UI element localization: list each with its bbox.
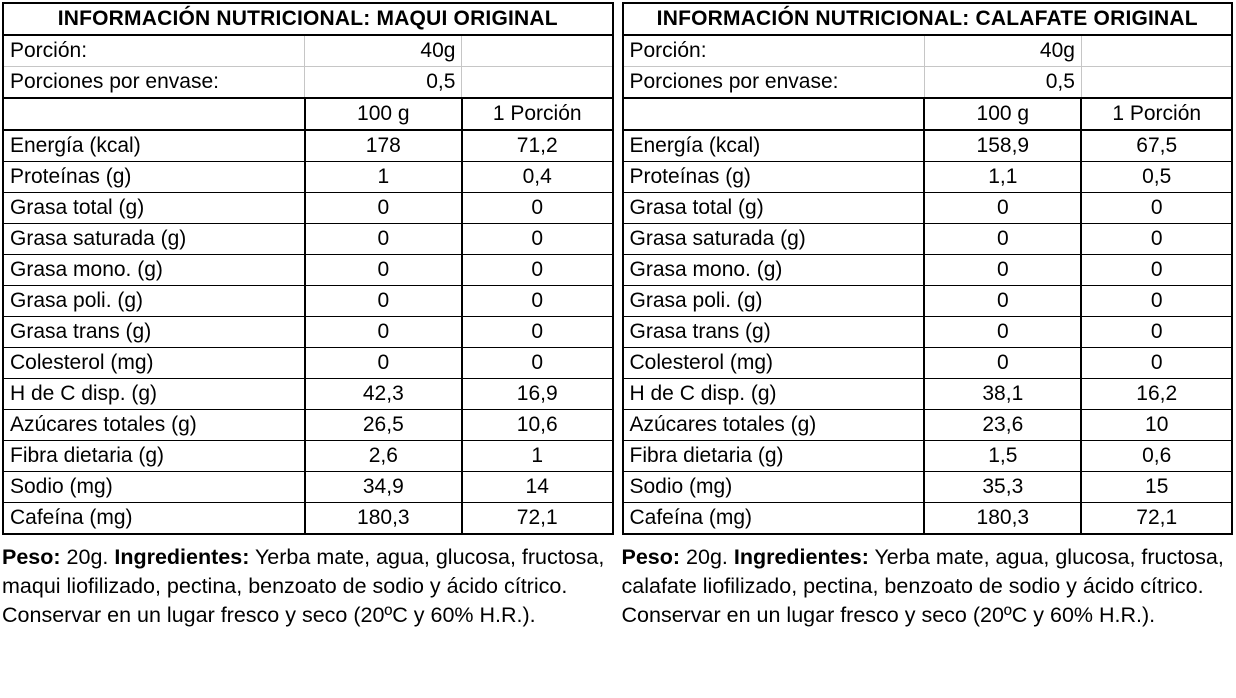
value-per-portion: 10	[1081, 410, 1232, 441]
value-per-100g: 0	[305, 317, 462, 348]
value-per-portion: 0	[1081, 224, 1232, 255]
value-per-100g: 2,6	[305, 441, 462, 472]
nutrient-row	[623, 193, 1233, 224]
value-per-100g: 23,6	[924, 410, 1081, 441]
value-per-portion: 0	[1081, 348, 1232, 379]
column-header-per-100g: 100 g	[305, 98, 462, 130]
nutrient-row	[623, 348, 1233, 379]
value-per-portion: 0	[462, 255, 613, 286]
servings-per-pack-label: Porciones por envase:	[623, 67, 925, 99]
value-per-portion: 15	[1081, 472, 1232, 503]
value-per-100g: 34,9	[305, 472, 462, 503]
value-per-portion: 67,5	[1081, 130, 1232, 162]
nutrient-name: Grasa total (g)	[623, 193, 925, 224]
nutrient-row	[3, 410, 613, 441]
column-header-row	[623, 98, 1233, 130]
nutrient-row	[3, 379, 613, 410]
column-header-per-portion: 1 Porción	[1081, 98, 1232, 130]
nutrient-row	[3, 317, 613, 348]
title-row	[623, 3, 1233, 35]
value-per-100g: 158,9	[924, 130, 1081, 162]
nutrient-row	[623, 286, 1233, 317]
value-per-100g: 38,1	[924, 379, 1081, 410]
nutrient-name: Sodio (mg)	[623, 472, 925, 503]
value-per-100g: 0	[305, 348, 462, 379]
value-per-portion: 0	[1081, 286, 1232, 317]
nutrient-row	[3, 503, 613, 535]
ingredientes-text: Yerba mate, agua, glucosa, fructosa, maqui liofilizado, pectina, benzoato de sodio y ácido cítrico. Conservar en un lugar fresco y seco (20ºC y 60% H.R.).	[2, 545, 605, 628]
nutrient-name: Grasa saturada (g)	[3, 224, 305, 255]
nutrient-name: Colesterol (mg)	[623, 348, 925, 379]
serving-size-label: Porción:	[3, 35, 305, 67]
value-per-portion: 0	[462, 348, 613, 379]
value-per-100g: 0	[924, 286, 1081, 317]
nutrient-name: Fibra dietaria (g)	[3, 441, 305, 472]
nutrient-name: Grasa total (g)	[3, 193, 305, 224]
serving-size-label: Porción:	[623, 35, 925, 67]
nutrient-name: Grasa poli. (g)	[623, 286, 925, 317]
value-per-100g: 0	[924, 317, 1081, 348]
nutrient-row	[623, 441, 1233, 472]
value-per-100g: 180,3	[924, 503, 1081, 535]
nutrient-name: Azúcares totales (g)	[623, 410, 925, 441]
nutrient-name: Energía (kcal)	[3, 130, 305, 162]
ingredientes-label: Ingredientes:	[733, 545, 869, 569]
nutrient-name: Grasa mono. (g)	[3, 255, 305, 286]
value-per-100g: 0	[305, 224, 462, 255]
nutrient-row	[3, 472, 613, 503]
nutrient-row	[3, 255, 613, 286]
product-info-calafate	[622, 543, 1234, 631]
nutrient-name: H de C disp. (g)	[623, 379, 925, 410]
value-per-100g: 0	[305, 255, 462, 286]
value-per-portion: 0	[1081, 317, 1232, 348]
value-per-100g: 0	[924, 193, 1081, 224]
nutrient-name: Azúcares totales (g)	[3, 410, 305, 441]
empty-cell	[462, 35, 613, 67]
ingredientes-label: Ingredientes:	[114, 545, 250, 569]
nutrient-row	[3, 348, 613, 379]
serving-size-row	[623, 35, 1233, 67]
value-per-portion: 14	[462, 472, 613, 503]
nutrient-row	[623, 379, 1233, 410]
value-per-portion: 16,9	[462, 379, 613, 410]
servings-per-pack-row	[3, 67, 613, 99]
nutrient-name: Energía (kcal)	[623, 130, 925, 162]
nutrient-row	[623, 472, 1233, 503]
nutrient-name: Cafeína (mg)	[623, 503, 925, 535]
nutrient-name: Colesterol (mg)	[3, 348, 305, 379]
value-per-portion: 71,2	[462, 130, 613, 162]
empty-cell	[623, 98, 925, 130]
servings-per-pack-row	[623, 67, 1233, 99]
servings-per-pack-value: 0,5	[305, 67, 462, 99]
nutrient-name: Grasa saturada (g)	[623, 224, 925, 255]
value-per-portion: 0	[1081, 193, 1232, 224]
empty-cell	[1081, 67, 1232, 99]
nutrient-row	[623, 410, 1233, 441]
nutrient-row	[3, 224, 613, 255]
value-per-100g: 180,3	[305, 503, 462, 535]
servings-per-pack-value: 0,5	[924, 67, 1081, 99]
value-per-100g: 1,5	[924, 441, 1081, 472]
ingredientes-text: Yerba mate, agua, glucosa, fructosa, calafate liofilizado, pectina, benzoato de sodio y ácido cítrico. Conservar en un lugar fresco y seco (20ºC y 60% H.R.).	[621, 545, 1224, 628]
product-info-maqui	[2, 543, 614, 631]
nutrient-row	[623, 224, 1233, 255]
tables-row	[2, 2, 1233, 535]
nutrient-name: Proteínas (g)	[3, 162, 305, 193]
value-per-100g: 35,3	[924, 472, 1081, 503]
value-per-portion: 72,1	[1081, 503, 1232, 535]
value-per-100g: 0	[924, 224, 1081, 255]
value-per-portion: 0,6	[1081, 441, 1232, 472]
nutrient-name: Cafeína (mg)	[3, 503, 305, 535]
title-row	[3, 3, 613, 35]
value-per-portion: 10,6	[462, 410, 613, 441]
value-per-100g: 0	[924, 255, 1081, 286]
value-per-100g: 1,1	[924, 162, 1081, 193]
nutrition-table-maqui	[2, 2, 614, 535]
peso-label: Peso:	[2, 545, 61, 569]
nutrient-row	[623, 255, 1233, 286]
value-per-portion: 1	[462, 441, 613, 472]
nutrient-row	[3, 286, 613, 317]
value-per-portion: 0,5	[1081, 162, 1232, 193]
nutrient-name: Grasa mono. (g)	[623, 255, 925, 286]
panel-calafate	[622, 2, 1234, 535]
empty-cell	[3, 98, 305, 130]
nutrient-row	[3, 441, 613, 472]
nutrient-row	[3, 193, 613, 224]
column-header-row	[3, 98, 613, 130]
nutrient-name: Proteínas (g)	[623, 162, 925, 193]
peso-value: 20g.	[680, 545, 734, 569]
value-per-portion: 0	[462, 286, 613, 317]
value-per-100g: 0	[924, 348, 1081, 379]
nutrient-name: Grasa trans (g)	[3, 317, 305, 348]
value-per-portion: 0	[1081, 255, 1232, 286]
nutrient-row	[623, 162, 1233, 193]
nutrient-name: H de C disp. (g)	[3, 379, 305, 410]
footers-row	[2, 543, 1233, 631]
serving-size-value: 40g	[924, 35, 1081, 67]
table-title: INFORMACIÓN NUTRICIONAL: MAQUI ORIGINAL	[3, 3, 613, 35]
nutrient-name: Grasa trans (g)	[623, 317, 925, 348]
value-per-100g: 26,5	[305, 410, 462, 441]
value-per-100g: 42,3	[305, 379, 462, 410]
serving-size-value: 40g	[305, 35, 462, 67]
serving-size-row	[3, 35, 613, 67]
value-per-100g: 1	[305, 162, 462, 193]
servings-per-pack-label: Porciones por envase:	[3, 67, 305, 99]
nutrient-name: Sodio (mg)	[3, 472, 305, 503]
value-per-100g: 0	[305, 193, 462, 224]
nutrient-row	[623, 503, 1233, 535]
value-per-100g: 178	[305, 130, 462, 162]
nutrient-row	[623, 130, 1233, 162]
table-title: INFORMACIÓN NUTRICIONAL: CALAFATE ORIGINAL	[623, 3, 1233, 35]
nutrition-table-calafate	[622, 2, 1234, 535]
value-per-portion: 0	[462, 317, 613, 348]
nutrient-name: Grasa poli. (g)	[3, 286, 305, 317]
column-header-per-portion: 1 Porción	[462, 98, 613, 130]
value-per-portion: 0,4	[462, 162, 613, 193]
nutrient-name: Fibra dietaria (g)	[623, 441, 925, 472]
empty-cell	[1081, 35, 1232, 67]
value-per-portion: 0	[462, 193, 613, 224]
panel-maqui	[2, 2, 614, 535]
empty-cell	[462, 67, 613, 99]
value-per-portion: 0	[462, 224, 613, 255]
value-per-100g: 0	[305, 286, 462, 317]
column-header-per-100g: 100 g	[924, 98, 1081, 130]
nutrient-row	[623, 317, 1233, 348]
value-per-portion: 16,2	[1081, 379, 1232, 410]
nutrient-row	[3, 130, 613, 162]
nutrient-row	[3, 162, 613, 193]
value-per-portion: 72,1	[462, 503, 613, 535]
peso-value: 20g.	[60, 545, 115, 569]
peso-label: Peso:	[621, 545, 681, 569]
